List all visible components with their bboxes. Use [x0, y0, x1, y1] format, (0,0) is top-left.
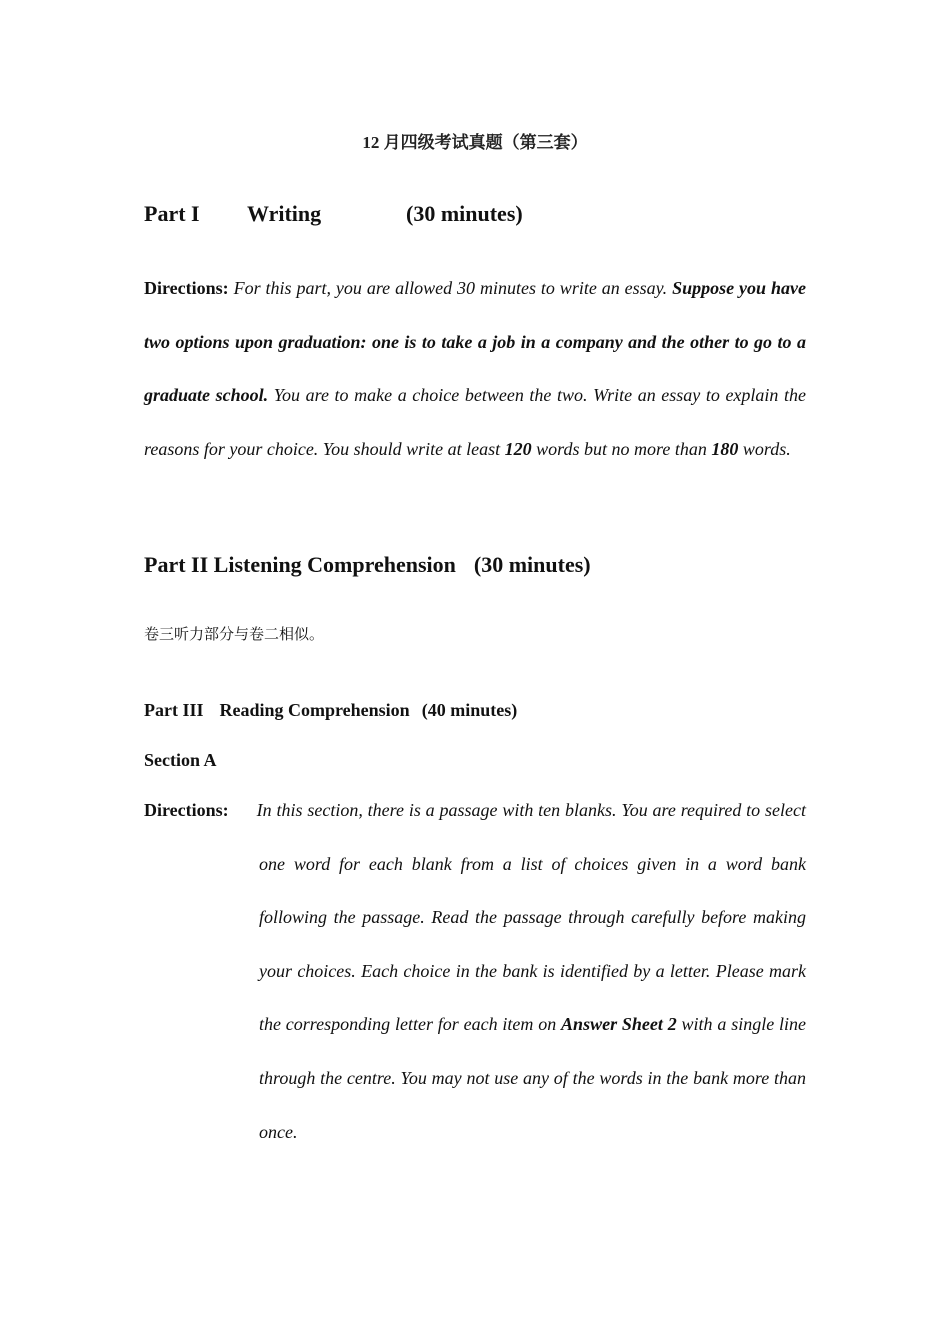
part2-heading [144, 550, 591, 580]
writing-directions-text-c: words but no more than [531, 438, 712, 459]
writing-directions-label: Directions: [144, 278, 229, 298]
reading-directions-text-a: In this section, there is a passage with ten blanks. You are required to select one word for each blank from a list of choices given in a word bank following the passage. Read the passage through carefully before making your choices. Each choice in the bank is identified by a letter. Please mark the corresponding letter for each item on [256, 800, 806, 1035]
document-title: 12 月四级考试真题（第三套） [362, 133, 588, 152]
writing-min-words: 120 [504, 438, 532, 459]
writing-directions [144, 262, 806, 476]
reading-directions-text [256, 784, 807, 1159]
reading-directions-text-b: with a single line through the centre. You may not use any of the words in the bank more than once. [259, 1014, 807, 1142]
writing-max-words: 180 [711, 438, 739, 459]
part1-label: Part I [144, 201, 200, 226]
part3-time: (40 minutes) [421, 700, 518, 720]
part2-time: (30 minutes) [473, 552, 591, 577]
writing-directions-text-b: You are to make a choice between the two. Write an essay to explain the reasons for your choice. You should write at least [144, 385, 807, 459]
answer-sheet-ref: Answer Sheet 2 [561, 1014, 677, 1035]
part2-label: Part II Listening Comprehension [144, 552, 456, 577]
part3-heading [144, 697, 517, 723]
part1-name: Writing [247, 201, 322, 226]
writing-directions-topic: Suppose you have two options upon graduation: one is to take a job in a company and the other to go to a graduate school. [144, 278, 806, 406]
writing-directions-text-a: For this part, you are allowed 30 minutes to write an essay. [228, 278, 673, 298]
part3-name: Reading Comprehension [219, 700, 410, 720]
listening-note: 卷三听力部分与卷二相似。 [144, 625, 325, 643]
writing-directions-text-d: words. [738, 438, 791, 459]
section-a-heading: Section A [144, 750, 217, 770]
reading-directions-label: Directions: [144, 800, 229, 820]
part3-label: Part III [144, 700, 204, 720]
part1-time: (30 minutes) [406, 201, 523, 226]
